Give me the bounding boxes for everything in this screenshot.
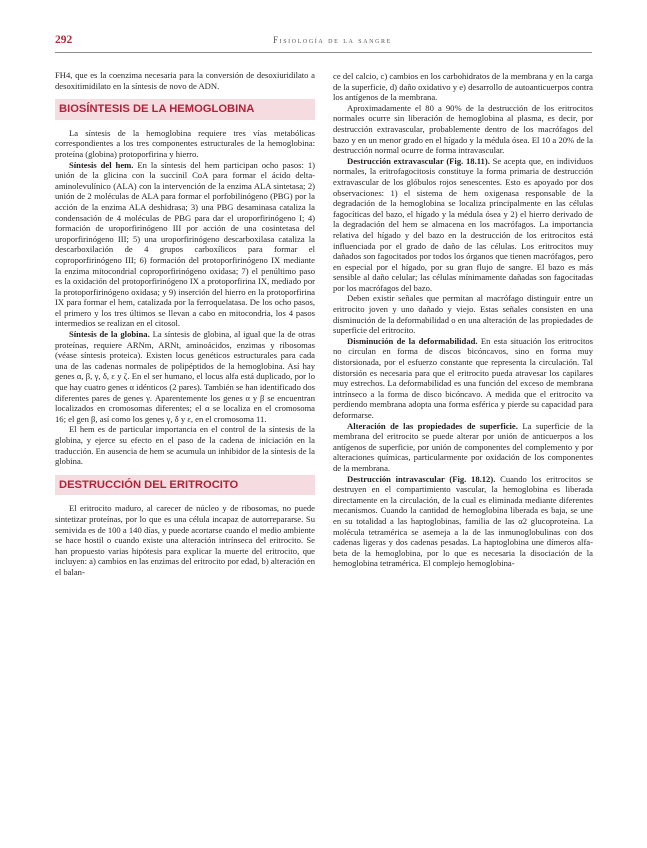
paragraph xyxy=(55,329,315,424)
paragraph-body: En la síntesis del hem participan ocho pasos: 1) unión de la glicina con la succinil CoA para formar el ácido delta-aminolevulínico (ALA) con la intervención de la enzima ALA sintetasa; 2) unión de 2 moléculas de ALA para formar el porfobilinógeno (PBG) por la acción de la enzima ALA deshidrasa; 3) una PBG desaminasa cataliza la condensación de 4 moléculas de PBG para dar el uroporfirinógeno I; 4) formación de uroporfirinógeno III por acción de una cosintetasa del uroporfirinógeno III; 5) una uroporfirinógeno descarboxilasa cataliza la descarboxilación de 4 grupos carboxílicos para formar el coproporfirinógeno III; 6) formación del protoporfirinógeno IX mediante la enzima mitocondrial coproporfirinógeno oxidasa; 7) el penúltimo paso es la oxidación del protoporfirinógeno IX a protoporfirina IX, mediado por la protoporfirinógeno oxidasa; y 9) inserción del hierro en la protoporfirina IX para formar el hem, catalizada por la ferroquelatasa. De los ocho pasos, el primero y los tres últimos se llevan a cabo en mitocondria, los 4 pasos intermedios se realizan en el citosol. xyxy=(55,159,315,329)
paragraph: Deben existir señales que permitan al macrófago distinguir entre un eritrocito joven y uno dañado y viejo. Estas señales consisten en una disminución de la deformabilidad o en una alteración de las propiedades de superficie del eritrocito. xyxy=(333,293,593,336)
paragraph xyxy=(333,421,593,474)
paragraph-body: Se acepta que, en individuos normales, la eritrofagocitosis constituye la forma primaria de destrucción extravascular de los glóbulos rojos senescentes. Esto es apoyado por dos observaciones: 1) el sistema de hem oxigenasa responsable de la degradación de la hemoglobina se localiza principalmente en las células fagocíticas del bazo, el hígado y la médula ósea y 2) el hierro derivado de la degradación del hem se almacena en los macrófagos. La importancia relativa del hígado y del bazo en la destrucción de los eritrocitos está influenciada por el grado de daño de las células. Los eritrocitos muy dañados son fagocitados por todos los órganos que tienen macrófagos, pero en especial por el hígado, por su gran flujo de sangre. El bazo es más sensible al daño celular; las células mínimamente dañadas son fagocitadas por los macrófagos del bazo. xyxy=(333,155,593,293)
paragraph-body: La superficie de la membrana del eritrocito se puede alterar por unión de anticuerpos a los antígenos de superficie, por unión de componentes del complemento y por alteraciones químicas, particularmente por oxidación de los componentes de la membrana. xyxy=(333,420,593,473)
paragraph: FH4, que es la coenzima necesaria para la conversión de desoxiuridilato a desoxitimidilato en la síntesis de novo de ADN. xyxy=(55,70,315,91)
paragraph xyxy=(333,156,593,294)
section-title-destruccion: DESTRUCCIÓN DEL ERITROCITO xyxy=(59,478,239,491)
paragraph-lead: Disminución de la deformabilidad. xyxy=(347,335,478,346)
paragraph-lead: Síntesis del hem. xyxy=(69,159,134,170)
paragraph-body: En esta situación los eritrocitos no circulan en forma de discos bicóncavos, sino en forma muy distorsionada, por el esfuerzo constante que representa la circulación. Tal distorsión es necesaria para que el eritrocito pueda atravesar los capilares muy estrechos. La deformabilidad es una función del exceso de membrana intrínseco a la forma de disco bicóncavo. A medida que el eritrocito va perdiendo membrana adopta una forma esférica y pierde su capacidad para deformarse. xyxy=(333,335,594,420)
section-title-biosintesis: BIOSÍNTESIS DE LA HEMOGLOBINA xyxy=(59,103,255,116)
header-rule xyxy=(55,52,592,53)
left-column xyxy=(55,70,315,578)
paragraph-lead: Destrucción extravascular (Fig. 18.11). xyxy=(347,155,490,166)
section-heading-bar xyxy=(55,475,315,496)
right-column xyxy=(333,71,593,569)
paragraph-body: La síntesis de globina, al igual que la de otras proteínas, requiere ARNm, ARNt, aminoácidos, enzimas y ribosomas (véase síntesis proteica). Existen locus genéticos estructurales para cada una de las cadenas normales de polipéptidos de la hemoglobina. Así hay genes α, β, γ, δ, ε y ζ. En el ser humano, el locus alfa está duplicado, por lo que hay cuatro genes α idénticos (2 pares). También se han identificado dos diferentes pares de genes γ. Aparentemente los genes α y β se encuentran localizados en cromosomas diferentes; el α se localiza en el cromosoma 16; el gen β, así como los genes γ, δ y ε, en el cromosoma 11. xyxy=(55,329,315,424)
paragraph xyxy=(55,160,315,330)
paragraph-lead: Destrucción intravascular (Fig. 18.12). xyxy=(347,473,496,484)
paragraph xyxy=(333,474,593,569)
page-number: 292 xyxy=(55,34,73,46)
page-header xyxy=(55,34,592,50)
paragraph: Aproximadamente el 80 a 90% de la destrucción de los eritrocitos normales ocurre sin liberación de hemoglobina al plasma, es decir, por destrucción extravascular, probablemente dentro de los macrófagos del bazo y en un menor grado en el hígado y la médula ósea. El 10 a 20% de la destrucción normal ocurre de forma intravascular. xyxy=(333,102,593,156)
paragraph: El eritrocito maduro, al carecer de núcleo y de ribosomas, no puede sintetizar proteínas, por lo que es una célula incapaz de autorrepararse. Su semivida es de 100 a 140 días, y puede acortarse cuando el medio ambiente se hace hostil o cuando existe una alteración intrínseca del eritrocito. Se han propuesto varias hipótesis para explicar la muerte del eritrocito, que incluyen: a) cambios en las enzimas del eritrocito por edad, b) alteración en el balan- xyxy=(55,503,315,577)
paragraph: La síntesis de la hemoglobina requiere tres vías metabólicas correspondientes a los tres componentes estructurales de la hemoglobina: proteína (globina) protoporfirina y hierro. xyxy=(55,127,315,159)
paragraph-body: Cuando los eritrocitos se destruyen en el compartimiento vascular, la hemoglobina es liberada directamente en la circulación, de la cual es eliminada mediante diferentes mecanismos. Cuando la cantidad de hemoglobina liberada es baja, se une en su totalidad a las haptoglobinas, familia de las α2 glucoproteína. La molécula tetramérica se asemeja a la de las inmunoglobulinas con dos cadenas ligeras y dos cadenas pesadas. La haptoglobina une dímeros alfa-beta de la hemoglobina, por lo que es necesaria la disociación de la hemoglobina tetramérica. El complejo hemoglobina- xyxy=(333,473,593,569)
running-title: Fisiología de la sangre xyxy=(273,35,392,45)
paragraph-lead: Síntesis de la globina. xyxy=(69,329,150,340)
paragraph-lead: Alteración de las propiedades de superficie. xyxy=(347,420,518,431)
paragraph: ce del calcio, c) cambios en los carbohidratos de la membrana y en la carga de la superficie, d) daño oxidativo y e) desarrollo de autoanticuerpos contra los antígenos de la membrana. xyxy=(333,71,593,103)
section-heading-bar xyxy=(55,99,315,120)
paragraph xyxy=(333,336,593,421)
paragraph: El hem es de particular importancia en el control de la síntesis de la globina, y ejerce su efecto en el paso de la cadena de iniciación en la traducción. En ausencia de hem se acumula un inhibidor de la síntesis de la globina. xyxy=(55,424,315,467)
